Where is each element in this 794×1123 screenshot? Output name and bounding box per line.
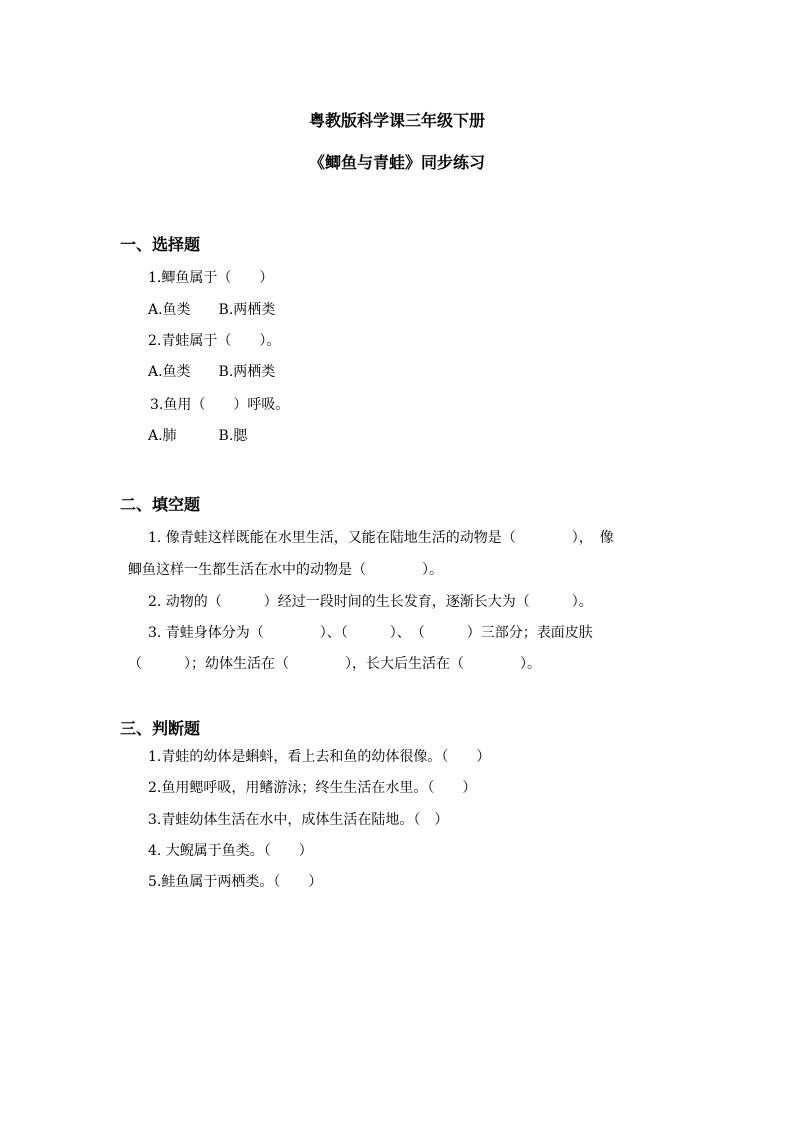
judge-statement-2: 2.鱼用鳃呼吸，用鳍游泳；终生生活在水里。（ ）	[148, 780, 477, 796]
judge-statement-5: 5.鲑鱼属于两栖类。（ ）	[148, 874, 323, 890]
choice-options-1: A.鱼类 B.两栖类	[148, 302, 276, 318]
choice-question-3: 3.鱼用（ ）呼吸。	[150, 397, 290, 413]
section-heading-judge: 三、判断题	[120, 719, 201, 738]
section-heading-fill: 二、填空题	[120, 495, 201, 514]
judge-statement-3: 3.青蛙幼体生活在水中，成体生活在陆地。（ ）	[148, 812, 449, 828]
fill-question-2: 2. 动物的（ ）经过一段时间的生长发育，逐渐长大为（ ）。	[148, 594, 593, 610]
choice-question-2: 2.青蛙属于（ ）。	[148, 333, 281, 349]
fill-question-3-line-1: 3. 青蛙身体分为（ ）、（ ）、 （ ）三部分；表面皮肤	[148, 625, 593, 641]
section-heading-choice: 一、选择题	[120, 235, 201, 254]
judge-statement-4: 4. 大鲵属于鱼类。（ ）	[148, 843, 313, 859]
fill-question-1-line-1: 1. 像青蛙这样既能在水里生活，又能在陆地生活的动物是（ ）， 像	[148, 530, 614, 546]
title-line-2: 《鲫鱼与青蛙》同步练习	[308, 153, 485, 172]
choice-options-2: A.鱼类 B.两栖类	[148, 364, 276, 380]
title-line-1: 粤教版科学课三年级下册	[308, 111, 485, 130]
fill-question-3-line-2: （ ）；幼体生活在（ ），长大后生活在（ ）。	[128, 656, 541, 672]
fill-question-1-line-2: 鲫鱼这样一生都生活在水中的动物是（ ）。	[128, 562, 443, 578]
judge-statement-1: 1.青蛙的幼体是蝌蚪，看上去和鱼的幼体很像。（ ）	[148, 749, 491, 765]
choice-options-3: A.肺 B.腮	[148, 428, 248, 444]
choice-question-1: 1.鲫鱼属于（ ）	[148, 270, 274, 286]
